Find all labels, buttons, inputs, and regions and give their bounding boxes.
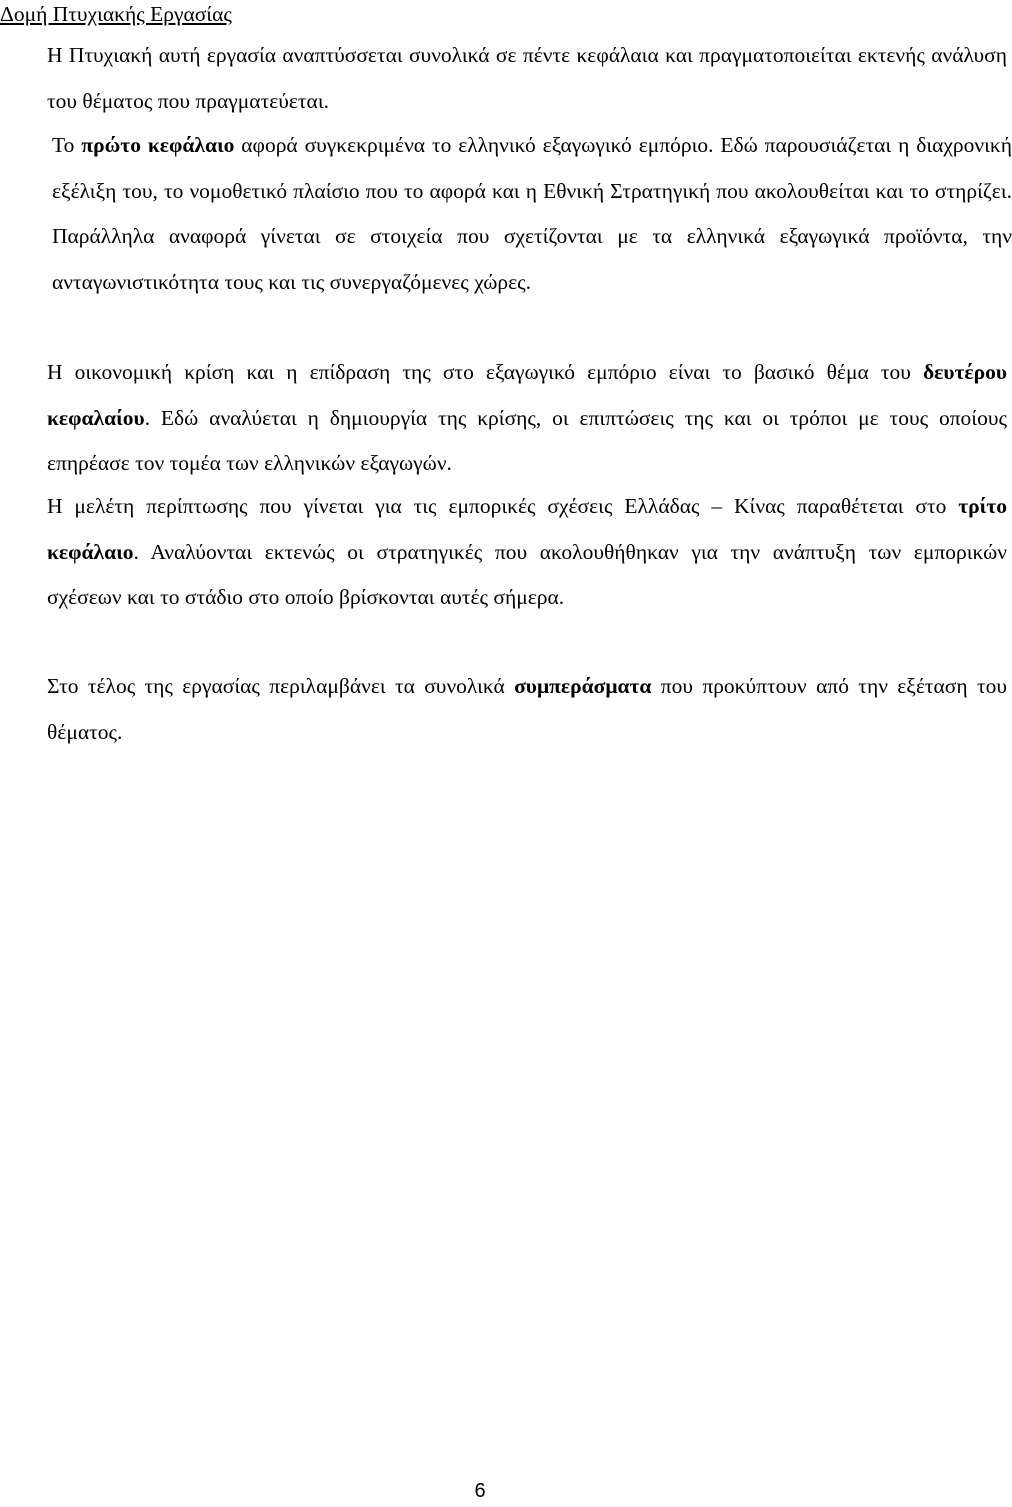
paragraph-text: Το <box>52 133 82 157</box>
section-heading: Δομή Πτυχιακής Εργασίας <box>0 2 232 26</box>
paragraph-intro <box>0 33 1007 124</box>
paragraph-chapter-two <box>0 350 1007 487</box>
bold-term: τρίτο κεφάλαιο <box>47 494 1007 564</box>
paragraph-text: Η Πτυχιακή αυτή εργασία αναπτύσσεται συνολικά σε πέντε κεφάλαια και πραγματοποιείται εκτενής ανάλυση του θέματος που πραγματεύεται. <box>47 43 1007 113</box>
paragraph-text: Η μελέτη περίπτωσης που γίνεται για τις εμπορικές σχέσεις Ελλάδας – Κίνας παραθέτεται στο <box>47 494 959 518</box>
paragraph-conclusions <box>0 664 1007 755</box>
paragraph-text: που προκύπτουν από την εξέταση του θέματος. <box>47 674 1007 744</box>
bold-term: πρώτο κεφάλαιο <box>81 133 235 157</box>
paragraph-text: αφορά συγκεκριμένα το ελληνικό εξαγωγικό εμπόριο. Εδώ παρουσιάζεται η διαχρονική εξέλιξη του, το νομοθετικό πλαίσιο που το αφορά και η Εθνική Στρατηγική που ακολουθείται και το στηρίζει. Παράλληλα αναφορά γίνεται σε στοιχεία που σχετίζονται με τα ελληνικά εξαγωγικά προϊόντα, την ανταγωνιστικότητα τους και τις συνεργαζόμενες χώρες. <box>52 133 1012 294</box>
paragraph-chapter-three <box>0 484 1007 621</box>
paragraph-text: Στο τέλος της εργασίας περιλαμβάνει τα συνολικά <box>47 674 515 698</box>
bold-term: δευτέρου κεφαλαίου <box>47 360 1007 430</box>
paragraph-text: . Αναλύονται εκτενώς οι στρατηγικές που ακολουθήθηκαν για την ανάπτυξη των εμπορικών σχέσεων και το στάδιο στο οποίο βρίσκονται αυτές σήμερα. <box>47 539 1007 609</box>
paragraph-text: . Εδώ αναλύεται η δημιουργία της κρίσης, οι επιπτώσεις της και οι τρόποι με τους οποίους επηρέασε τον τομέα των ελληνικών εξαγωγών. <box>47 405 1007 475</box>
paragraph-chapter-one <box>0 123 1012 305</box>
paragraph-text: Η οικονομική κρίση και η επίδραση της στο εξαγωγικό εμπόριο είναι το βασικό θέμα του <box>47 360 923 384</box>
page-number: 6 <box>474 1480 486 1502</box>
bold-term: συμπεράσματα <box>514 674 652 698</box>
